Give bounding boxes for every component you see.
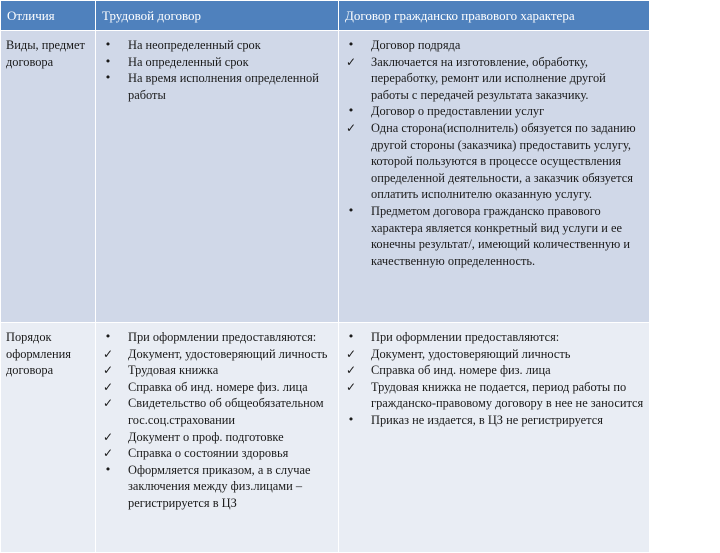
checkmark-icon <box>101 379 115 397</box>
list-item-text: Трудовая книжка <box>128 363 219 378</box>
header-civil-contract: Договор гражданско правового характера <box>339 1 650 31</box>
header-differences: Отличия <box>1 1 96 31</box>
checkmark-icon <box>101 429 115 447</box>
list-item <box>101 379 334 396</box>
bullet-icon <box>344 37 358 54</box>
list-item <box>101 362 334 379</box>
checkmark-icon <box>344 54 358 72</box>
labor-registration-list <box>101 329 334 512</box>
bullet-icon <box>101 70 115 87</box>
list-item <box>101 54 334 71</box>
labor-types-cell <box>96 31 339 323</box>
list-item-text: На время исполнения определенной работы <box>128 71 319 102</box>
list-item-text: Одна сторона(исполнитель) обязуется по заданию другой стороны (заказчика) предоставить услугу, которой пользуются в процессе осуществления определенной деятельности, а заказчик обязуется оплатить исполнителю оказанную услугу. <box>371 120 636 202</box>
row-types-subject <box>1 31 650 323</box>
list-item <box>101 329 334 346</box>
list-item <box>101 429 334 446</box>
list-item-text: Предметом договора гражданско правового характера является конкретный вид услуги и ее конечны результат/, имеющий количественную и качественную определенность. <box>371 203 631 268</box>
header-labor-contract: Трудовой договор <box>96 1 339 31</box>
list-item <box>344 103 645 120</box>
list-item <box>344 412 645 429</box>
list-item-text: Документ о проф. подготовке <box>128 429 284 444</box>
checkmark-icon <box>101 445 115 463</box>
list-item <box>344 362 645 379</box>
bullet-icon <box>344 329 358 346</box>
list-item <box>101 346 334 363</box>
bullet-icon <box>344 103 358 120</box>
bullet-icon <box>101 329 115 346</box>
list-item-text: На определенный срок <box>128 54 249 69</box>
list-item <box>101 395 334 428</box>
list-item <box>344 37 645 54</box>
list-item-text: Документ, удостоверяющий личность <box>128 346 328 361</box>
list-item-text: Договор о предоставлении услуг <box>371 104 545 119</box>
list-item-text: На неопределенный срок <box>128 38 261 52</box>
list-item <box>101 445 334 462</box>
bullet-icon <box>101 37 115 54</box>
list-item-text: При оформлении предоставляются: <box>128 330 317 344</box>
row-label-types: Виды, предмет договора <box>1 31 96 323</box>
list-item-text: Договор подряда <box>371 38 461 52</box>
civil-registration-list <box>344 329 645 429</box>
checkmark-icon <box>101 362 115 380</box>
list-item <box>344 329 645 346</box>
list-item-text: Свидетельство об общеобязательном гос.соц.страховании <box>128 396 324 427</box>
checkmark-icon <box>344 120 358 138</box>
list-item <box>344 203 645 269</box>
list-item-text: При оформлении предоставляются: <box>371 330 560 344</box>
civil-types-list <box>344 37 645 269</box>
row-registration <box>1 323 650 553</box>
checkmark-icon <box>344 346 358 364</box>
checkmark-icon <box>344 362 358 380</box>
list-item-text: Оформляется приказом, а в случае заключения между физ.лицами – регистрируется в ЦЗ <box>128 462 311 510</box>
bullet-icon <box>101 462 115 479</box>
list-item-text: Справка о состоянии здоровья <box>128 446 289 461</box>
list-item <box>344 346 645 363</box>
checkmark-icon <box>101 395 115 413</box>
list-item <box>101 37 334 54</box>
civil-types-cell <box>339 31 650 323</box>
labor-registration-cell <box>96 323 339 553</box>
bullet-icon <box>101 54 115 71</box>
checkmark-icon <box>344 379 358 397</box>
list-item-text: Справка об инд. номере физ. лица <box>128 379 308 394</box>
list-item <box>101 462 334 512</box>
list-item-text: Заключается на изготовление, обработку, переработку, ремонт или исполнение другой работы с передачей результата заказчику. <box>371 54 606 102</box>
header-row <box>1 1 650 31</box>
list-item <box>344 120 645 203</box>
list-item-text: Приказ не издается, в ЦЗ не регистрируется <box>371 412 603 427</box>
list-item <box>344 379 645 412</box>
list-item-text: Трудовая книжка не подается, период работы по гражданско-правовому договору в нее не заносится <box>371 379 644 411</box>
labor-types-list <box>101 37 334 103</box>
checkmark-icon <box>101 346 115 364</box>
list-item <box>101 70 334 103</box>
list-item <box>344 54 645 104</box>
bullet-icon <box>344 412 358 429</box>
list-item-text: Документ, удостоверяющий личность <box>371 346 571 361</box>
bullet-icon <box>344 203 358 220</box>
civil-registration-cell <box>339 323 650 553</box>
row-label-registration: Порядок оформления договора <box>1 323 96 553</box>
list-item-text: Справка об инд. номере физ. лица <box>371 363 551 378</box>
